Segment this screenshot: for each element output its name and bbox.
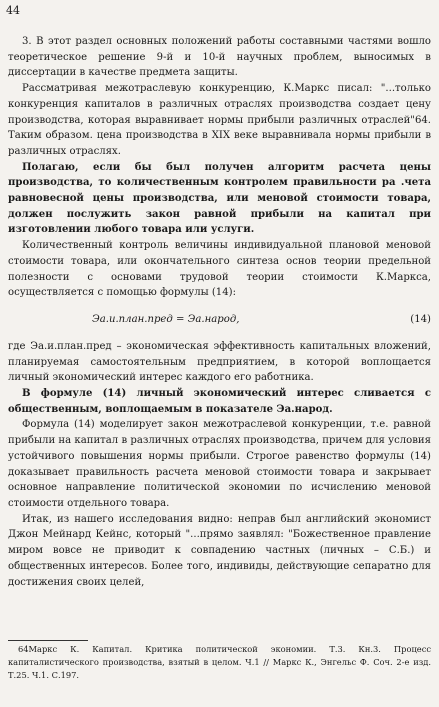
paragraph-8: Итак, из нашего исследования видно: неправ был английский экономист Джон Мейнард Кейнс, который "...прямо заявлял: "Божественное правление миром вовсе не приводит к совпадению частных (личных – С.Б.) и общественных интересов. Более того, индивиды, действующие сепаратно для достижения своих целей, xyxy=(8,513,431,588)
paragraph-4: Количественный контроль величины индивидуальной плановой меновой стоимости товара, или окончательного синтеза основ теории предельной полезности с основами трудовой теории стоимости К.Маркса, осуществляется с помощью формулы (14): xyxy=(8,240,431,299)
formula-14 xyxy=(8,301,431,339)
formula-expression: Эа.и.план.пред = Эа.народ, xyxy=(92,314,240,326)
paragraph-5: где Эа.и.план.пред – экономическая эффективность капитальных вложений, планируемая самостоятельным предприятием, в которой воплощается личный экономический интерес каждого его работника. xyxy=(8,340,431,384)
paragraph-7: Формула (14) моделирует закон межотраслевой конкуренции, т.е. равной прибыли на капитал в различных отраслях производства, причем для условия устойчивого повышения нормы прибыли. Строгое равенство формулы (14) доказывает правильность расчета меновой стоимости товара и закрывает основное направление политической экономии по исчислению меновой стоимости отдельного товара. xyxy=(8,419,431,509)
paragraph-2: Рассматривая межотраслевую конкуренцию, К.Маркс писал: "...только конкуренция капиталов в различных отраслях производства создает цену производства, которая выравнивает нормы прибыли различных отраслей"64. Таким образом. цена производства в XIX веке выравнивала нормы прибыли в различных отраслях. xyxy=(8,83,431,157)
page-body xyxy=(8,34,431,590)
formula-number: (14) xyxy=(410,314,431,326)
footnote-divider xyxy=(8,640,88,641)
paragraph-3-bold: Полагаю, если бы был получен алгоритм расчета цены производства, то количественным контролем правильности ра .чета равновесной цены производства, или меновой стоимости товара, должен послужить закон равной прибыли на капитал при изготовлении любого товара или услуги. xyxy=(8,161,431,236)
paragraph-1: 3. В этот раздел основных положений работы составными частями вошло теоретическое решение 9-й и 10-й научных проблем, выносимых в диссертации в качестве предмета защиты. xyxy=(8,36,431,79)
paragraph-6-bold: В формуле (14) личный экономический интерес сливается с общественным, воплощаемым в показателе Эа.народ. xyxy=(8,388,431,415)
footnote-64: 64Маркс К. Капитал. Критика политической экономии. Т.3. Кн.3. Процесс капиталистического производства, взятый в целом. Ч.1 // Маркс К., Энгельс Ф. Соч. 2-е изд. Т.25. Ч.1. С.197. xyxy=(8,644,431,681)
page-number: 44 xyxy=(6,4,20,17)
